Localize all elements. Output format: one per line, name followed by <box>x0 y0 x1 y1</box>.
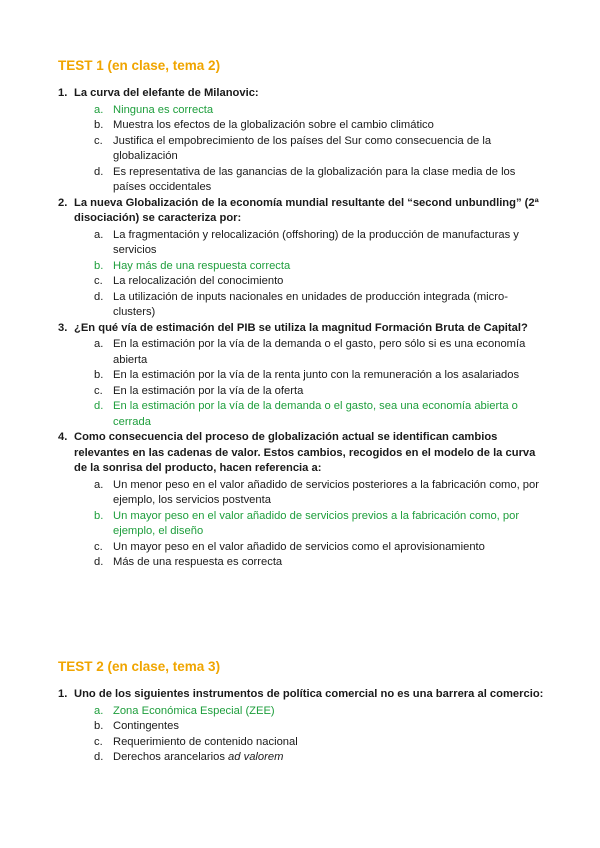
option: c. En la estimación por la vía de la oferta <box>94 384 304 397</box>
option-correct: b. Un mayor peso en el valor añadido de servicios previos a la fabricación como, por ejemplo, el diseño <box>94 509 520 537</box>
question-text: ¿En qué vía de estimación del PIB se utiliza la magnitud Formación Bruta de Capital? <box>74 321 528 334</box>
option: c. Justifica el empobrecimiento de los países del Sur como consecuencia de la globalización <box>94 134 492 162</box>
question-number: 3. <box>58 321 68 334</box>
option-correct: a. Zona Económica Especial (ZEE) <box>94 704 275 717</box>
option: c. La relocalización del conocimiento <box>94 275 284 287</box>
question-text: Uno de los siguientes instrumentos de política comercial no es una barrera al comercio: <box>74 688 544 700</box>
option: b. Contingentes <box>94 720 179 732</box>
question-text: La curva del elefante de Milanovic: <box>74 87 259 99</box>
test-2-section <box>58 658 548 766</box>
option: d. Más de una respuesta es correcta <box>94 556 283 568</box>
option: a. En la estimación por la vía de la demanda o el gasto, pero sólo si es una economía abierta <box>94 338 526 366</box>
test-2-question-1 <box>58 687 548 766</box>
option-correct: a. Ninguna es correcta <box>94 103 214 116</box>
question-number: 1. <box>58 87 68 99</box>
question-text: Como consecuencia del proceso de globalización actual se identifican cambios relevantes en las cadenas de valor. Estos cambios, recogidos en el modelo de la curva de la sonrisa del producto, hacen referencia a: <box>74 431 536 474</box>
option: d. Es representativa de las ganancias de la globalización para la clase media de los países occidentales <box>94 165 516 193</box>
option: d. La utilización de inputs nacionales en unidades de producción integrada (micro-clusters) <box>94 290 508 318</box>
test-1-question-2 <box>58 196 548 321</box>
option: d. Derechos arancelarios ad valorem <box>94 751 284 763</box>
option: a. La fragmentación y relocalización (offshoring) de la producción de manufacturas y servicios <box>94 228 519 256</box>
test-1-title: TEST 1 (en clase, tema 2) <box>58 58 221 73</box>
option: a. Un menor peso en el valor añadido de servicios posteriores a la fabricación como, por ejemplo, los servicios postventa <box>94 478 539 506</box>
question-number: 4. <box>58 431 68 443</box>
option: c. Requerimiento de contenido nacional <box>94 735 298 748</box>
test-2-title: TEST 2 (en clase, tema 3) <box>58 659 221 674</box>
question-text: La nueva Globalización de la economía mundial resultante del “second unbundling” (2ª disociación) se caracteriza por: <box>74 196 539 224</box>
question-number: 2. <box>58 196 68 209</box>
question-number: 1. <box>58 688 68 700</box>
option-correct: d. En la estimación por la vía de la demanda o el gasto, sea una economía abierta o cerrada <box>94 400 518 428</box>
option: b. En la estimación por la vía de la renta junto con la remuneración a los asalariados <box>94 369 520 381</box>
test-1-question-4 <box>58 430 548 571</box>
option: c. Un mayor peso en el valor añadido de servicios como el aprovisionamiento <box>94 540 485 553</box>
test-1-section <box>58 57 548 571</box>
italic-term: ad valorem <box>228 751 284 763</box>
option-correct: b. Hay más de una respuesta correcta <box>94 259 291 272</box>
option: b. Muestra los efectos de la globalización sobre el cambio climático <box>94 119 434 131</box>
test-1-question-3 <box>58 321 548 431</box>
test-1-question-1 <box>58 86 548 196</box>
